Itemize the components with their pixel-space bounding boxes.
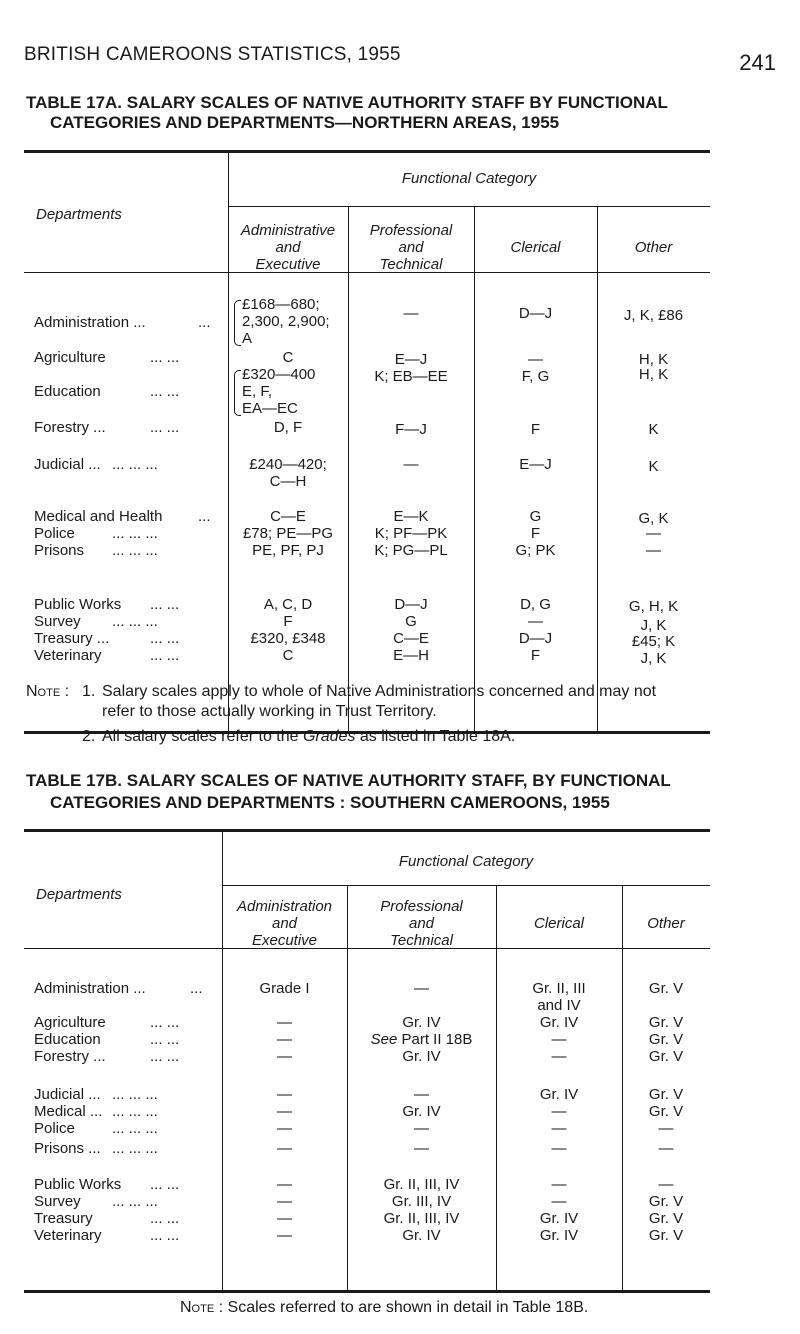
table-17b-row-clerical: — [551, 1031, 567, 1048]
table-17b-row-dots: ... ... [150, 1227, 180, 1244]
table-17b-row-clerical: Gr. IV [539, 1210, 579, 1227]
table-17b-row-clerical: — [551, 1140, 567, 1157]
table-17a-row-prof: C—E [393, 630, 429, 647]
table-17a-row-prof: K; PF—PK [374, 525, 448, 542]
table-17a-row-prof: F—J [395, 421, 427, 438]
table-17a-row-prof: E—K [393, 508, 429, 525]
see-prefix: See [370, 1031, 398, 1048]
table-17a-row-clerical: — [528, 613, 543, 630]
table-17b-row-dept: Police [34, 1120, 75, 1137]
table-17b-row-dept: Medical ... [34, 1103, 103, 1120]
table-17a-row-dept: Agriculture [34, 349, 106, 366]
table-17a-row-prof: — [403, 305, 419, 322]
admin-line: £240—420; [249, 456, 327, 473]
table-17b-row-dept: Education [34, 1031, 101, 1048]
table-17b-row-prof: Gr. IV [402, 1048, 441, 1065]
table-17a-row-admin: C—E [270, 508, 306, 525]
table-17a-row-clerical: D, G [520, 596, 551, 613]
table-17a-note1-line2: refer to those actually working in Trust Territory. [102, 703, 437, 720]
table-17b-row-admin: Grade I [259, 980, 310, 997]
table-17a-col-other: Other [634, 239, 673, 256]
table-17b-col-clerical: Clerical [533, 915, 584, 932]
col-admin-line: Executive [251, 932, 318, 949]
table-17a-row-admin: £320, £348 [250, 630, 326, 647]
table-17b-row-other: — [658, 1176, 674, 1193]
table-17b-row-prof: Gr. IV [402, 1227, 441, 1244]
note2-pre: All salary scales refer to the [102, 728, 303, 745]
table-17b-row-admin: — [277, 1120, 292, 1137]
table-17b-row-other: Gr. V [648, 1103, 684, 1120]
table-17b-row-prof: — [414, 1120, 429, 1137]
col-prof-line: Professional [369, 222, 453, 239]
table-17a-note1-num: 1. [82, 683, 96, 700]
table-17a-row-dept: Public Works [34, 596, 122, 613]
table-17b-row-dots: ... ... [150, 1031, 180, 1048]
table-17a-row-admin: F [283, 613, 293, 630]
col-prof-line: Professional [380, 898, 463, 915]
table-17b-row-admin: — [277, 1048, 292, 1065]
table-17b-row-dept: Administration ... [34, 980, 146, 997]
table-17a-row-clerical: D—J [518, 305, 553, 322]
table-17a-row-admin: D, F [273, 419, 303, 436]
table-17a-row-other: J, K [640, 650, 667, 667]
table-17b-row-dots: ... ... [150, 1014, 180, 1031]
table-17b-row-other: Gr. V [648, 980, 684, 997]
table-17b-row-other: — [658, 1120, 674, 1137]
table-17b-group-rule [222, 885, 710, 886]
table-17b-row-dots: ... ... ... [112, 1140, 158, 1157]
table-17a-row-clerical: D—J [518, 630, 553, 647]
table-17a-row-prof: — [403, 456, 419, 473]
table-17b-col-group: Functional Category [398, 853, 534, 870]
table-17a-row-other: H, K [638, 366, 669, 383]
table-17b-row-admin: — [277, 1031, 292, 1048]
admin-line: EA—EC [242, 400, 298, 417]
table-17b-row-clerical [496, 980, 622, 1014]
table-17a-note1-line1: Salary scales apply to whole of Native Administrations concerned and may not [102, 683, 657, 700]
table-17b-row-dept: Agriculture [34, 1014, 106, 1031]
table-17a-row-other: — [646, 525, 661, 542]
table-17b-row-dept: Public Works [34, 1176, 122, 1193]
table-17b-row-prof: — [414, 980, 429, 997]
table-17a-row-dept: Judicial ... [34, 456, 101, 473]
table-17b-row-other: Gr. V [648, 1193, 684, 1210]
table-17a-row-dots: ... ... ... [112, 525, 158, 542]
table-17a-row-clerical: F, G [521, 368, 550, 385]
table-17a-row-dots: ... [198, 508, 211, 525]
table-17b-row-admin: — [277, 1210, 292, 1227]
table-17b-row-dots: ... ... [150, 1048, 180, 1065]
table-17b-title-line2: CATEGORIES AND DEPARTMENTS : SOUTHERN CAMEROONS, 1955 [50, 793, 610, 812]
table-17b-row-dots: ... [190, 980, 203, 997]
table-17a-col-departments: Departments [36, 206, 122, 223]
admin-line: £320—400 [242, 366, 316, 383]
table-17a-row-clerical: E—J [519, 456, 552, 473]
table-17b-row-clerical: Gr. IV [539, 1014, 579, 1031]
table-17b-row-admin: — [277, 1193, 292, 1210]
table-17b-row-prof: — [414, 1140, 429, 1157]
table-17b-col-admin [222, 898, 347, 949]
table-17b-col-prof [347, 898, 496, 949]
table-17b-row-dots: ... ... [150, 1210, 180, 1227]
clerical-line: Gr. II, III [532, 980, 586, 997]
table-17a-row-admin [242, 296, 330, 347]
table-17b-row-dots: ... ... [150, 1176, 180, 1193]
col-admin-line: Administration [236, 898, 333, 915]
table-17b-row-other: Gr. V [648, 1227, 684, 1244]
table-17b-row-prof [347, 1031, 496, 1048]
table-17b-row-admin: — [277, 1227, 292, 1244]
table-17a-row-dots: ... ... [150, 596, 180, 613]
table-17a-title-line2: CATEGORIES AND DEPARTMENTS—NORTHERN AREAS, 1955 [50, 113, 560, 132]
table-17a-row-prof: K; PG—PL [374, 542, 448, 559]
table-17b-row-prof: — [414, 1086, 429, 1103]
admin-line: C—H [269, 473, 307, 490]
table-17a-row-dept: Survey [34, 613, 81, 630]
table-17b-row-prof: Gr. IV [402, 1014, 441, 1031]
table-17a-row-other: G, H, K [628, 598, 679, 615]
table-17b-row-admin: — [277, 1086, 292, 1103]
table-17a-row-other: £45; K [631, 633, 676, 650]
table-17a-row-dept: Education [34, 383, 101, 400]
note-text: Scales referred to are shown in detail in Table 18B. [227, 1299, 589, 1316]
table-17b-row-other: Gr. V [648, 1210, 684, 1227]
table-17a-row-dots: ... ... [150, 647, 180, 664]
col-admin-line: and [275, 239, 301, 256]
table-17a-row-dept: Medical and Health [34, 508, 163, 525]
col-prof-line: Technical [390, 932, 453, 949]
table-17a-row-dots: ... ... [150, 419, 180, 436]
col-prof-line: and [408, 915, 435, 932]
note2-italic: Grades [302, 728, 356, 745]
col-prof-line: Technical [379, 256, 443, 273]
table-17b-row-admin: — [277, 1014, 292, 1031]
note2-post: as listed in Table 18A. [355, 728, 516, 745]
table-17b-note [180, 1298, 588, 1318]
admin-line: £168—680; [242, 296, 320, 313]
table-17a-note-label: Note : [26, 683, 70, 700]
table-17a-row-admin: £78; PE—PG [242, 525, 334, 542]
table-17b-row-admin: — [277, 1176, 292, 1193]
col-admin-line: Administrative [240, 222, 336, 239]
table-17b-row-other: Gr. V [648, 1014, 684, 1031]
table-17a-note2 [102, 727, 515, 747]
table-17a-note2-num: 2. [82, 728, 96, 745]
table-17a-row-admin: C [282, 349, 294, 366]
table-17b-row-prof: Gr. IV [402, 1103, 441, 1120]
table-17b-row-dots: ... ... ... [112, 1103, 158, 1120]
table-17a-row-admin [242, 366, 315, 417]
table-17b-row-dots: ... ... ... [112, 1193, 158, 1210]
table-17a-row-dots: ... ... [150, 383, 180, 400]
table-17a-row-dots: ... ... [150, 349, 180, 366]
table-17a-row-admin: A, C, D [263, 596, 313, 613]
table-17b-row-admin: — [277, 1140, 292, 1157]
table-17b-title-line1: TABLE 17B. SALARY SCALES OF NATIVE AUTHORITY STAFF, BY FUNCTIONAL [26, 771, 671, 790]
table-17a-row-other: G, K [638, 510, 669, 527]
table-17b-row-clerical: — [551, 1120, 567, 1137]
table-17a-row-other: K [648, 458, 659, 475]
col-prof-line: and [398, 239, 424, 256]
table-17b-row-admin: — [277, 1103, 292, 1120]
table-17a-row-clerical: F [530, 525, 541, 542]
table-17a-row-other: J, K [640, 617, 667, 634]
clerical-line: and IV [537, 997, 581, 1014]
table-17b-row-clerical: Gr. IV [539, 1086, 579, 1103]
table-17a-row-other: K [648, 421, 659, 438]
admin-line: 2,300, 2,900; [242, 313, 330, 330]
note-label: Note : [180, 1299, 224, 1316]
table-17b-row-dept: Judicial ... [34, 1086, 101, 1103]
table-17b-row-clerical: — [551, 1048, 567, 1065]
table-17a-col-clerical: Clerical [510, 239, 561, 256]
table-17b-row-clerical: Gr. IV [539, 1227, 579, 1244]
table-17a-row-other: — [646, 542, 661, 559]
table-17a-row-dots: ... ... [150, 630, 180, 647]
table-17a-col-prof [348, 222, 474, 273]
table-17a-row-dots: ... ... ... [112, 542, 158, 559]
table-17b-row-clerical: — [551, 1103, 567, 1120]
table-17a-group-rule [228, 206, 710, 207]
brace-mark [234, 300, 241, 346]
table-17b-row-other: — [658, 1140, 674, 1157]
table-17b-row-clerical: — [551, 1176, 567, 1193]
running-header-title: BRITISH CAMEROONS STATISTICS, 1955 [24, 44, 401, 65]
table-17a-row-prof: G [405, 613, 417, 630]
table-17b-row-prof: Gr. II, III, IV [383, 1176, 460, 1193]
table-17b-col-departments: Departments [36, 886, 122, 903]
table-17b-col-other: Other [647, 915, 685, 932]
table-17a-row-other: J, K, £86 [623, 307, 684, 324]
table-17b-row-dept: Treasury [34, 1210, 93, 1227]
table-17a-row-dept: Veterinary [34, 647, 102, 664]
table-17b-row-dots: ... ... ... [112, 1120, 158, 1137]
table-17a-row-prof: K; EB—EE [374, 368, 448, 385]
table-17b-row-dept: Veterinary [34, 1227, 102, 1244]
table-17a-row-prof: D—J [394, 596, 428, 613]
table-17a-row-clerical: F [530, 647, 541, 664]
table-17a-row-dept: Police [34, 525, 75, 542]
table-17b-row-prof: Gr. II, III, IV [383, 1210, 460, 1227]
admin-line: E, F, [242, 383, 273, 400]
table-17b-top-rule [24, 829, 710, 832]
table-17a-row-dept: Treasury ... [34, 630, 110, 647]
table-17b-row-dept: Prisons ... [34, 1140, 101, 1157]
table-17b-row-dept: Forestry ... [34, 1048, 106, 1065]
table-17a-row-prof: E—H [393, 647, 429, 664]
table-17b-row-prof: Gr. III, IV [391, 1193, 452, 1210]
table-17a-title-line1: TABLE 17A. SALARY SCALES OF NATIVE AUTHORITY STAFF BY FUNCTIONAL [26, 93, 668, 112]
table-17a-row-dots: ... [198, 314, 211, 331]
table-17a-row-dept: Administration ... [34, 314, 146, 331]
prof-text: Part II 18B [401, 1031, 473, 1048]
table-17a-col-group: Functional Category [401, 170, 537, 187]
table-17a-row-dept: Prisons [34, 542, 85, 559]
table-17a-row-admin [228, 456, 348, 490]
table-17a-row-dept: Forestry ... [34, 419, 106, 436]
table-17b-row-dept: Survey [34, 1193, 81, 1210]
table-17a-row-dots: ... ... ... [112, 456, 158, 473]
table-17a-row-clerical: F [530, 421, 541, 438]
admin-line: A [242, 330, 253, 347]
table-17a-col-admin [228, 222, 348, 273]
table-17a-row-dots: ... ... ... [112, 613, 158, 630]
table-17b-row-clerical: — [551, 1193, 567, 1210]
page-number: 241 [739, 50, 776, 75]
table-17a-row-clerical: G [529, 508, 542, 525]
col-admin-line: and [271, 915, 298, 932]
table-17b-bottom-rule [24, 1290, 710, 1293]
table-17a-row-other: H, K [638, 351, 669, 368]
table-17b-row-dots: ... ... ... [112, 1086, 158, 1103]
table-17a-row-admin: C [282, 647, 294, 664]
table-17a-row-prof: E—J [394, 351, 428, 368]
table-17b-row-other: Gr. V [648, 1086, 684, 1103]
col-admin-line: Executive [255, 256, 321, 273]
table-17a-top-rule [24, 150, 710, 153]
brace-mark [234, 370, 241, 416]
table-17a-row-clerical: G; PK [515, 542, 556, 559]
table-17a-row-admin: PE, PF, PJ [252, 542, 324, 559]
table-17b-row-other: Gr. V [648, 1048, 684, 1065]
table-17a-row-clerical: — [528, 351, 543, 368]
table-17b-row-other: Gr. V [648, 1031, 684, 1048]
